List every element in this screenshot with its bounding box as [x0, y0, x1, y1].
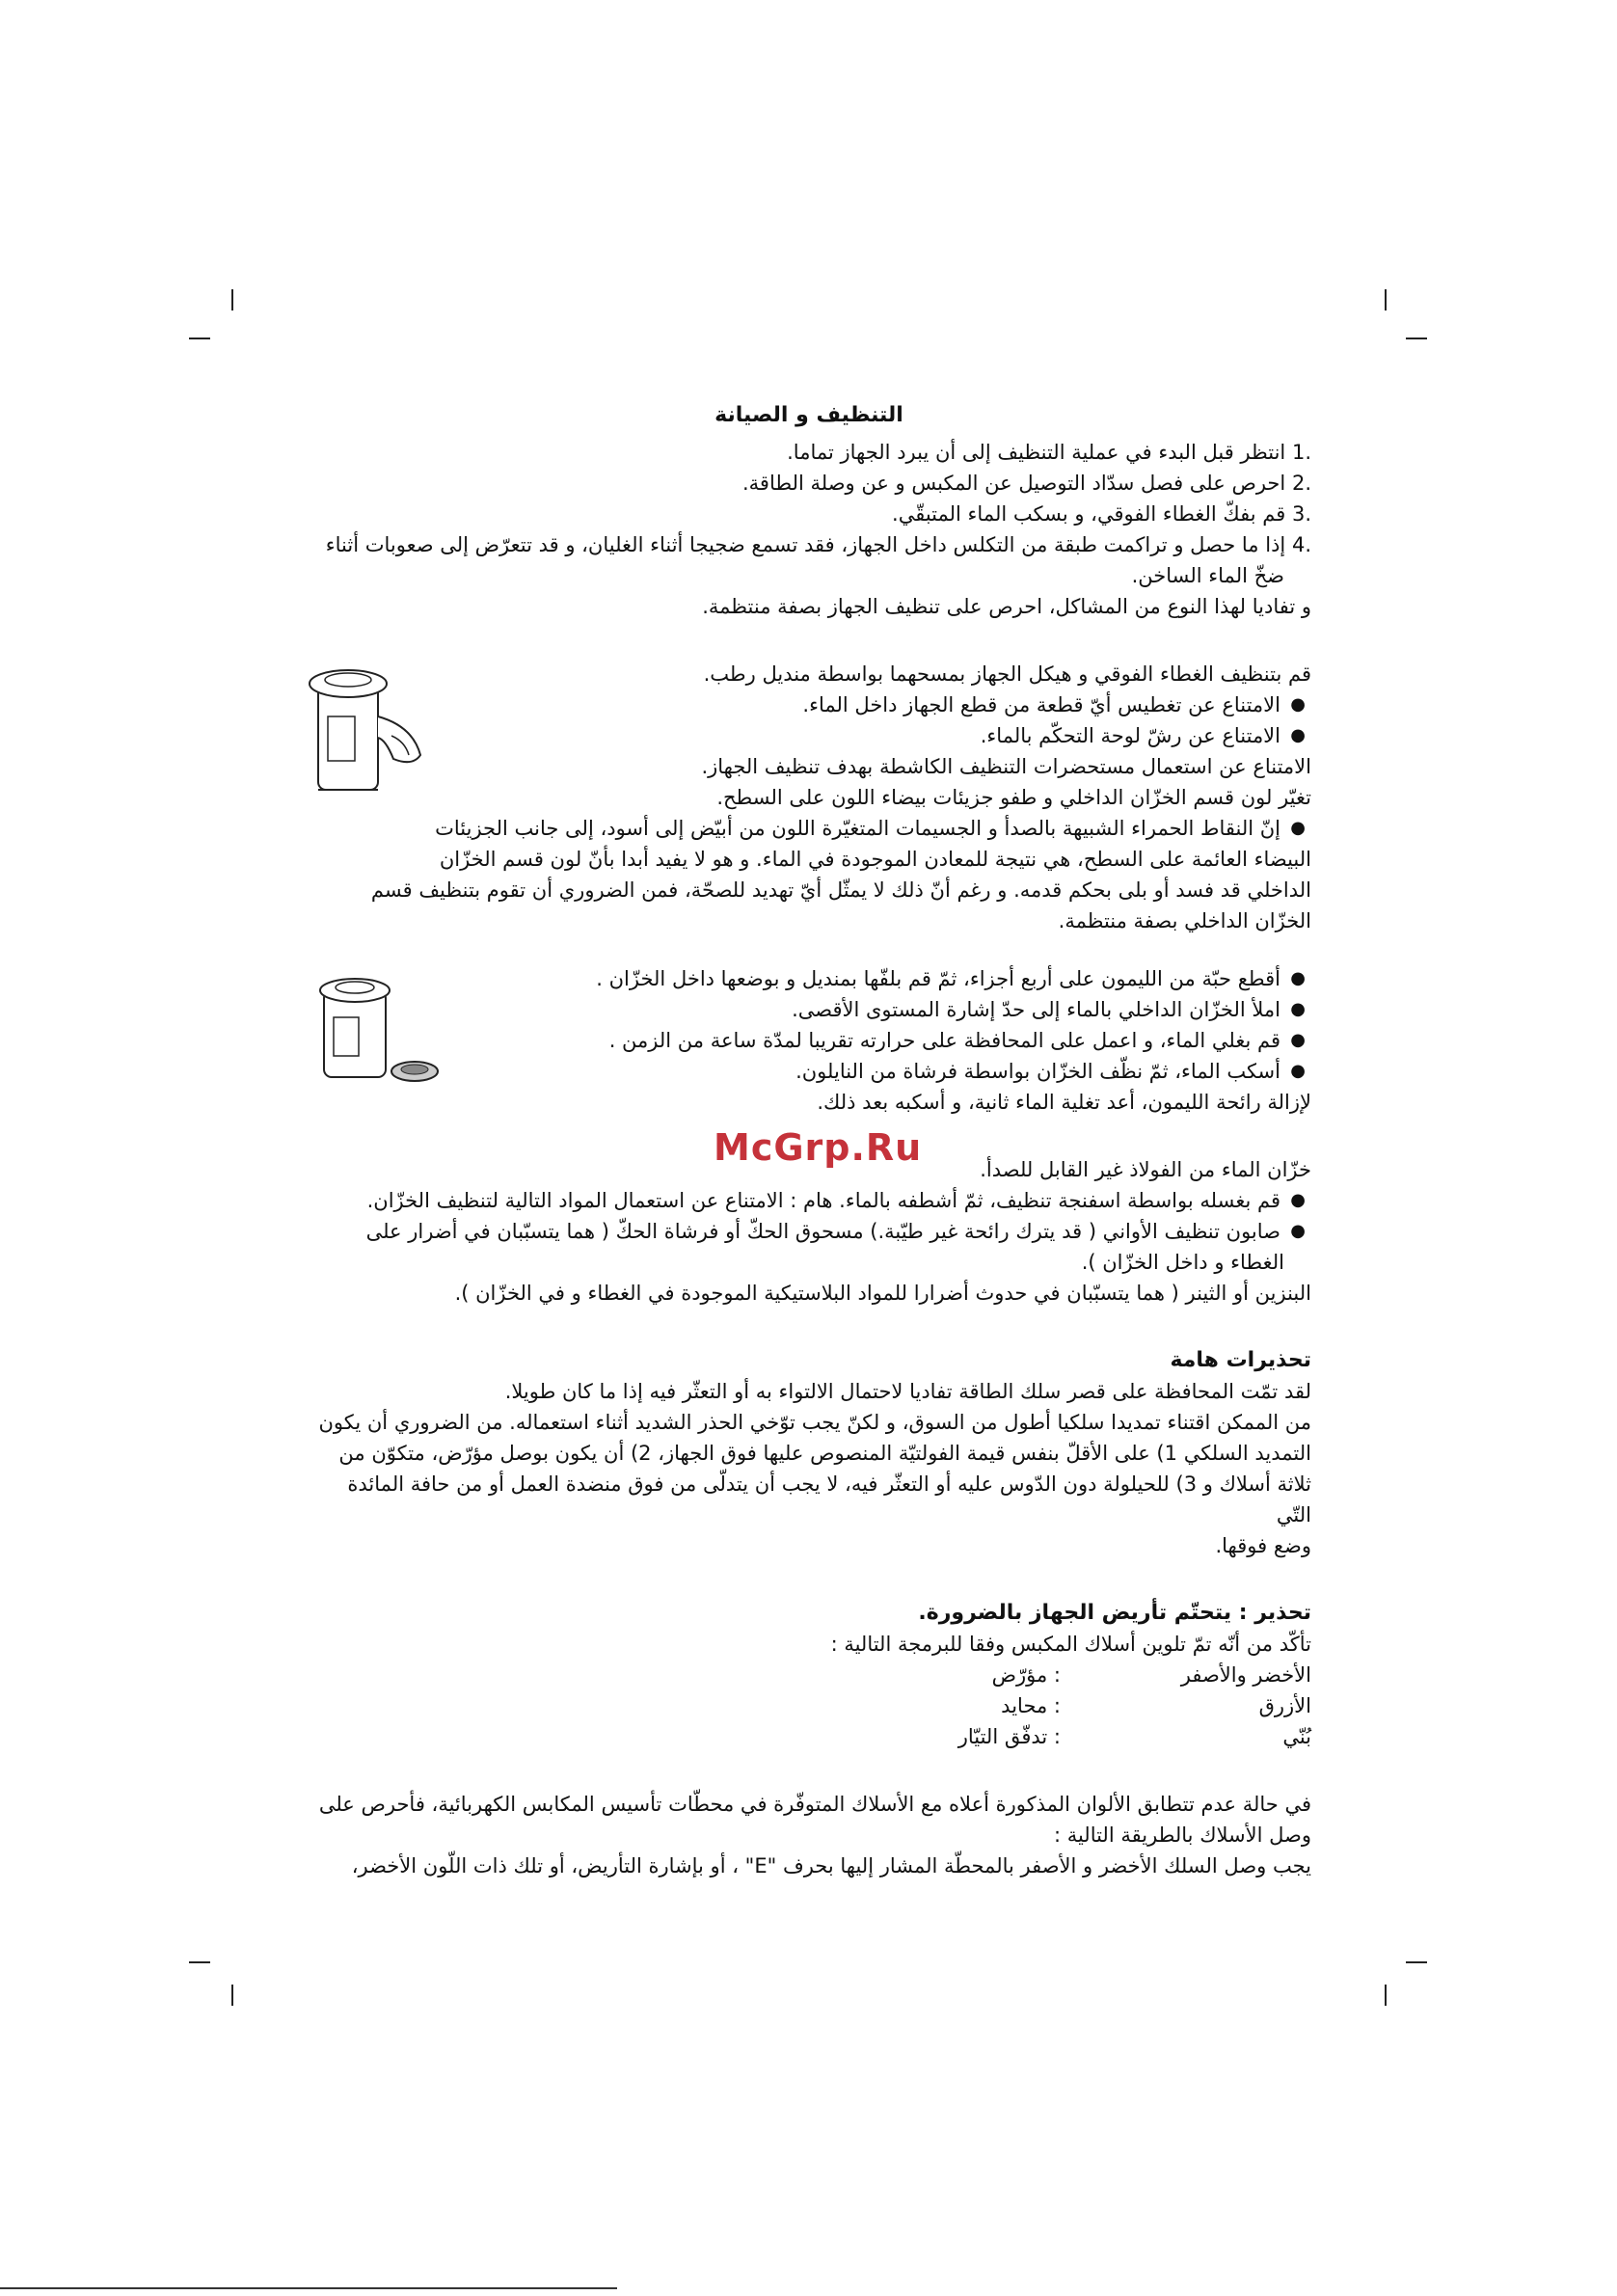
bullet-dot: ● — [1290, 968, 1306, 988]
wire-color-intro: تأكّد من أنّه تمّ تلوين أسلاك المكبس وفقا للبرمجة التالية : — [830, 1633, 1311, 1656]
bullet-dot: ● — [1290, 1061, 1306, 1081]
mismatch-line-2: وصل الأسلاك بالطريقة التالية : — [1053, 1823, 1311, 1847]
lemon-tank-illustration — [301, 963, 445, 1089]
warning-line-2: من الممكن اقتناء تمديدا سلكيا أطول من السوق، و لكنّ يجب توّخي الحذر الشديد أثناء استعماله. من الضروري أن يكون — [318, 1411, 1311, 1434]
clean-lid-text: قم بتنظيف الغطاء الفوقي و هيكل الجهاز بمسحهما بواسطة منديل رطب. — [703, 662, 1311, 686]
bullet-sponge-wash: ● قم بغسله بواسطة اسفنجة تنظيف، ثمّ أشطفه بالماء. هام : الامتناع عن استعمال المواد التالية لتنظيف الخزّان. — [307, 1185, 1311, 1216]
crop-mark-top-left-vertical — [231, 289, 233, 311]
step-4-continued: ضخّ الماء الساخن. — [1131, 564, 1284, 587]
section-title-cleaning: التنظيف و الصيانة — [714, 403, 903, 427]
bullet-no-spray: ● الامتناع عن رشّ لوحة التحكّم بالماء. — [471, 720, 1311, 751]
crop-mark-bottom-left-horizontal — [189, 1961, 210, 1963]
minerals-text-1: البيضاء العائمة على السطح، هي نتيجة للمعادن الموجودة في الماء. و هو لا يفيد أبدا بأنّ لون قسم الخزّان — [439, 848, 1311, 871]
lemon-smell-text: لإزالة رائحة الليمون، أعد تغلية الماء ثانية، و أسكبه بعد ذلك. — [817, 1091, 1311, 1114]
wire-color-row-live — [307, 1721, 1311, 1752]
wire-color-role: : مؤرّض — [991, 1663, 1061, 1687]
cleaning-block — [307, 659, 1311, 936]
crop-mark-bottom-right-horizontal — [1406, 1961, 1427, 1963]
bullet-dot: ● — [1290, 1190, 1306, 1210]
crop-mark-top-right-vertical — [1385, 289, 1387, 311]
wire-color-role: : تدفّق التيّار — [957, 1725, 1061, 1748]
wire-color-name: بُنّي — [1282, 1725, 1311, 1748]
bullet-cut-lemon: ● أقطع حبّة من الليمون على أربع أجزاء، ثمّ قم بلفّها بمنديل و بوضعها داخل الخزّان . — [471, 963, 1311, 994]
lemon-block — [307, 963, 1311, 1118]
step-2: .2 احرص على فصل سدّاد التوصيل عن المكبس و عن وصلة الطاقة. — [742, 472, 1311, 495]
crop-mark-bottom-left-vertical — [231, 1985, 233, 2006]
bottom-rule — [0, 2287, 617, 2289]
bullet-dot: ● — [1290, 818, 1306, 838]
steel-tank-text: خزّان الماء من الفولاذ غير القابل للصدأ. — [980, 1158, 1311, 1181]
warning-line-4: ثلاثة أسلاك و 3) للحيلولة دون الدّوس عليه أو التعثّر فيه، لا يجب أن يتدلّى من فوق منضدة العمل أو من حافة المائدة التّي — [347, 1472, 1311, 1526]
bullet-dot: ● — [1290, 725, 1306, 745]
dish-soap-continued: الغطاء و داخل الخزّان ). — [1081, 1251, 1284, 1274]
bullet-fill-tank: ● املأ الخزّان الداخلي بالماء إلى حدّ إشارة المستوى الأقصى. — [471, 994, 1311, 1025]
wire-color-row-neutral — [307, 1690, 1311, 1721]
minerals-text-3: الخزّان الداخلي بصفة منتظمة. — [1058, 909, 1311, 932]
wire-color-role: : محايد — [1001, 1694, 1061, 1717]
bullet-dot: ● — [1290, 694, 1306, 715]
warning-line-5: وضع فوقها. — [1215, 1534, 1311, 1557]
mismatch-line-1: في حالة عدم تتطابق الألوان المذكورة أعلاه مع الأسلاك المتوفّرة في محطّات تأسيس المكابس الكهربائية، فأحرص على — [318, 1793, 1311, 1816]
no-abrasive-text: الامتناع عن استعمال مستحضرات التنظيف الكاشطة بهدف تنظيف الجهاز. — [701, 755, 1311, 778]
step-3: .3 قم بفكّ الغطاء الفوقي، و بسكب الماء المتبقّي. — [892, 502, 1311, 526]
discoloration-text: تغيّر لون قسم الخزّان الداخلي و طفو جزيئات بيضاء اللون على السطح. — [716, 786, 1311, 809]
bullet-dot: ● — [1290, 1221, 1306, 1241]
bullet-dot: ● — [1290, 1030, 1306, 1050]
warnings-title: تحذيرات هامة — [1170, 1348, 1311, 1372]
crop-mark-top-right-horizontal — [1406, 338, 1427, 339]
mismatch-line-3: يجب وصل السلك الأخضر و الأصفر بالمحطّة المشار إليها بحرف "E" ، أو بإشارة التأريض، أو تلك ذات اللّون الأخضر، — [351, 1854, 1311, 1877]
warning-line-1: لقد تمّت المحافظة على قصر سلك الطاقة تفاديا لاحتمال الالتواء به أو التعثّر فيه إذا ما كان طويلا. — [504, 1380, 1311, 1403]
bullet-no-immerse: ● الامتناع عن تغطيس أيّ قطعة من قطع الجهاز داخل الماء. — [471, 689, 1311, 720]
minerals-text-2: الداخلي قد فسد أو بلى بحكم قدمه. و رغم أنّ ذلك لا يمثّل أيّ تهديد للصحّة، فمن الضروري أن تقوم بتنظيف قسم — [370, 878, 1311, 902]
step-1: .1 انتظر قبل البدء في عملية التنظيف إلى أن يبرد الجهاز تماما. — [787, 441, 1311, 464]
wire-color-name: الأزرق — [1258, 1694, 1311, 1717]
step-4: .4 إذا ما حصل و تراكمت طبقة من التكلس داخل الجهاز، فقد تسمع ضجيجا أثناء الغليان، و قد تتعرّض إلى صعوبات أثناء — [325, 533, 1311, 556]
wire-color-name: الأخضر والأصفر — [1180, 1663, 1311, 1687]
grounding-title: تحذير : يتحتّم تأريض الجهاز بالضرورة. — [918, 1601, 1311, 1625]
crop-mark-bottom-right-vertical — [1385, 1985, 1387, 2006]
wipe-device-illustration — [297, 659, 442, 803]
wire-color-row-earth — [307, 1660, 1311, 1690]
bullet-boil-water: ● قم بغلي الماء، و اعمل على المحافظة على حرارته تقريبا لمدّة ساعة من الزمن . — [471, 1025, 1311, 1056]
bullet-dish-soap: ● صابون تنظيف الأواني ( قد يترك رائحة غير طيّبة.) مسحوق الحكّ أو فرشاة الحكّ ( هما يتسبّبان في أضرار على — [307, 1216, 1311, 1247]
bullet-pour-water: ● أسكب الماء، ثمّ نظّف الخزّان بواسطة فرشاة من النايلون. — [471, 1056, 1311, 1087]
bullet-red-spots: ● إنّ النقاط الحمراء الشبيهة بالصدأ و الجسيمات المتغيّرة اللون من أبيّض إلى أسود، إلى جانب الجزيئات — [384, 813, 1311, 844]
benzine-text: البنزين أو الثينر ( هما يتسبّبان في حدوث أضرارا للمواد البلاستيكية الموجودة في الغطاء و في الخزّان ). — [454, 1282, 1311, 1305]
bullet-dot: ● — [1290, 999, 1306, 1019]
watermark: McGrp.Ru — [714, 1126, 923, 1169]
avoid-problems-text: و تفاديا لهذا النوع من المشاكل، احرص على تنظيف الجهاز بصفة منتظمة. — [702, 595, 1311, 618]
warning-line-3: التمديد السلكي 1) على الأقلّ بنفس قيمة الفولتيّة المنصوص عليها فوق الجهاز، 2) أن يكون بوصل مؤرّض، متكوّن من — [338, 1442, 1311, 1465]
crop-mark-top-left-horizontal — [189, 338, 210, 339]
